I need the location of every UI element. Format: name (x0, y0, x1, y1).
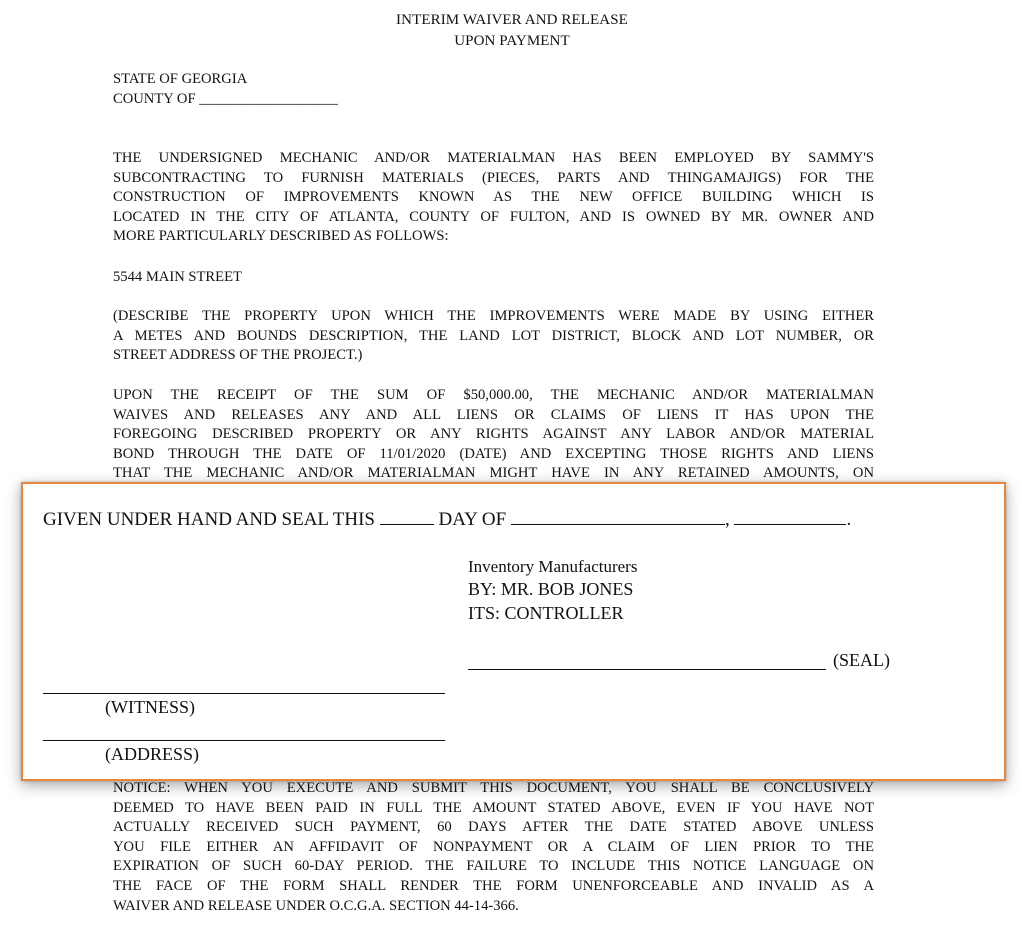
employment-paragraph (113, 149, 874, 247)
describe-property-paragraph (113, 307, 874, 366)
paragraph-line: A METES AND BOUNDS DESCRIPTION, THE LAND LOT DISTRICT, BLOCK AND LOT NUMBER, OR (113, 327, 874, 344)
title-line-2: UPON PAYMENT (454, 33, 570, 49)
paragraph-line: BOND THROUGH THE DATE OF 11/01/2020 (DATE) AND EXCEPTING THOSE RIGHTS AND LIENS (113, 445, 874, 462)
notice-line: THE FACE OF THE FORM SHALL RENDER THE FORM UNENFORCEABLE AND INVALID AS A (113, 877, 874, 894)
county-blank: ___________________ (199, 90, 338, 107)
address-signature-line[interactable] (43, 740, 445, 741)
state-label: STATE OF GEORGIA (113, 71, 248, 87)
paragraph-line: (DESCRIBE THE PROPERTY UPON WHICH THE IMPROVEMENTS WERE MADE BY USING EITHER (113, 308, 874, 324)
witness-signature-line[interactable] (43, 693, 445, 694)
paragraph-line: UPON THE RECEIPT OF THE SUM OF $50,000.00, THE MECHANIC AND/OR MATERIALMAN (113, 387, 874, 403)
notice-line: ACTUALLY RECEIVED SUCH PAYMENT, 60 DAYS AFTER THE DATE STATED ABOVE UNLESS (113, 819, 874, 836)
given-line (43, 508, 851, 531)
venue-block (113, 70, 874, 109)
paragraph-line: LOCATED IN THE CITY OF ATLANTA, COUNTY OF FULTON, AND IS OWNED BY MR. OWNER AND (113, 208, 874, 225)
paragraph-line: CONSTRUCTION OF IMPROVEMENTS KNOWN AS THE NEW OFFICE BUILDING WHICH IS (113, 189, 874, 206)
period: . (846, 509, 852, 530)
address-label: (ADDRESS) (105, 744, 200, 764)
paragraph-line: SUBCONTRACTING TO FURNISH MATERIALS (PIECES, PARTS AND THINGAMAJIGS) FOR THE (113, 169, 874, 186)
month-blank[interactable] (511, 508, 725, 525)
signatory-title: ITS: CONTROLLER (468, 603, 624, 623)
notice-line: EXPIRATION OF SUCH 60-DAY PERIOD. THE FAILURE TO INCLUDE THIS NOTICE LANGUAGE ON (113, 858, 874, 875)
release-paragraph (113, 386, 874, 482)
notice-line: NOTICE: WHEN YOU EXECUTE AND SUBMIT THIS DOCUMENT, YOU SHALL BE CONCLUSIVELY (113, 780, 874, 796)
paragraph-line: STREET ADDRESS OF THE PROJECT.) (113, 347, 363, 364)
address-text: 5544 MAIN STREET (113, 269, 242, 285)
paragraph-line: MORE PARTICULARLY DESCRIBED AS FOLLOWS: (113, 228, 449, 245)
seal-label: (SEAL) (833, 650, 890, 670)
seal-signature-line[interactable] (468, 669, 826, 670)
paragraph-line: THE UNDERSIGNED MECHANIC AND/OR MATERIALMAN HAS BEEN EMPLOYED BY SAMMY'S (113, 150, 874, 166)
paragraph-line: WAIVES AND RELEASES ANY AND ALL LIENS OR CLAIMS OF LIENS IT HAS UPON THE (113, 406, 874, 423)
notice-paragraph (113, 779, 874, 916)
document-title (0, 10, 1024, 52)
notice-line: DEEMED TO HAVE BEEN PAID IN FULL THE AMOUNT STATED ABOVE, EVEN IF YOU HAVE NOT (113, 799, 874, 816)
day-of-label: DAY OF (438, 509, 507, 530)
day-blank[interactable] (380, 508, 434, 525)
comma: , (724, 509, 730, 530)
property-address (113, 268, 874, 288)
signatory-by: BY: MR. BOB JONES (468, 579, 634, 599)
county-label: COUNTY OF (113, 90, 196, 107)
company-name: Inventory Manufacturers (468, 557, 638, 576)
year-blank[interactable] (734, 508, 846, 525)
county-line (113, 90, 874, 110)
witness-label: (WITNESS) (105, 697, 195, 717)
paragraph-line: THAT THE MECHANIC AND/OR MATERIALMAN MIGHT HAVE IN ANY RETAINED AMOUNTS, ON (113, 465, 874, 482)
paragraph-line: FOREGOING DESCRIBED PROPERTY OR ANY RIGHTS AGAINST ANY LABOR AND/OR MATERIAL (113, 426, 874, 443)
notice-line: WAIVER AND RELEASE UNDER O.C.G.A. SECTION 44-14-366. (113, 897, 519, 914)
notice-line: YOU FILE EITHER AN AFFIDAVIT OF NONPAYMENT OR A CLAIM OF LIEN PRIOR TO THE (113, 838, 874, 855)
given-label: GIVEN UNDER HAND AND SEAL THIS (43, 509, 375, 530)
title-line-1: INTERIM WAIVER AND RELEASE (396, 12, 628, 28)
signature-block-highlight (21, 482, 1006, 781)
